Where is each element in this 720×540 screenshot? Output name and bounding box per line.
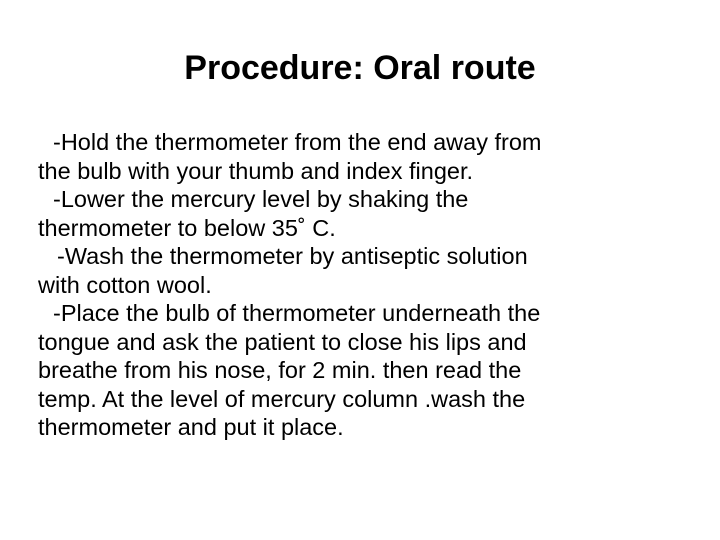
slide-title: Procedure: Oral route (184, 49, 536, 87)
body-line: tongue and ask the patient to close his lips and (38, 328, 527, 355)
body-line: -Place the bulb of thermometer underneath the (53, 300, 541, 326)
body-line: breathe from his nose, for 2 min. then read the (38, 357, 522, 383)
slide-body (38, 128, 658, 442)
body-line: -Hold the thermometer from the end away from (53, 129, 542, 155)
body-line: -Wash the thermometer by antiseptic solution (57, 243, 528, 269)
body-line: with cotton wool. (38, 271, 212, 298)
body-line: thermometer to below 35˚ C. (38, 214, 336, 241)
body-line: -Lower the mercury level by shaking the (53, 186, 469, 212)
body-line: temp. At the level of mercury column .wash the (38, 385, 526, 412)
body-line: the bulb with your thumb and index finger. (38, 157, 474, 184)
body-line: thermometer and put it place. (38, 414, 344, 440)
